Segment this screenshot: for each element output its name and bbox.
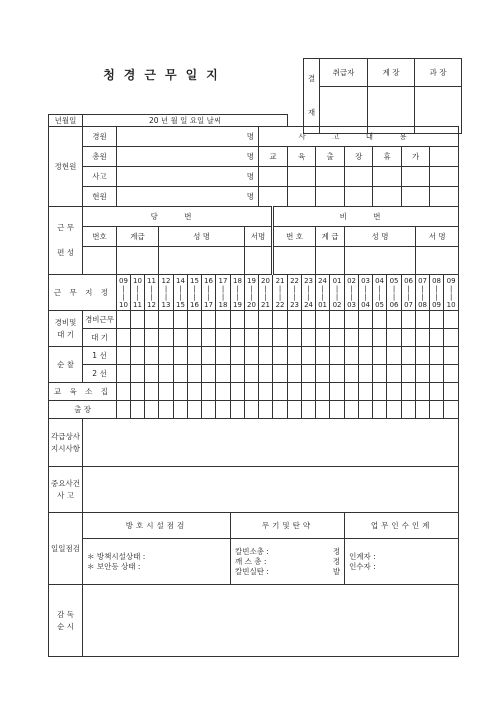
schedule-cell[interactable] <box>330 329 345 347</box>
schedule-cell[interactable] <box>444 401 459 419</box>
schedule-cell[interactable] <box>345 329 359 347</box>
schedule-cell[interactable] <box>117 365 131 383</box>
schedule-cell[interactable] <box>444 383 459 401</box>
incident-cell[interactable] <box>373 167 402 187</box>
schedule-cell[interactable] <box>402 365 416 383</box>
schedule-cell[interactable] <box>216 311 231 329</box>
staff-row-count[interactable]: 명 <box>117 167 259 187</box>
duty-header: 당 번 <box>83 207 273 227</box>
schedule-cell[interactable] <box>231 365 245 383</box>
schedule-cell[interactable] <box>202 383 216 401</box>
schedule-cell[interactable] <box>387 347 402 365</box>
guard-label: 경비및 대 기 <box>49 311 83 347</box>
schedule-cell[interactable] <box>330 347 345 365</box>
supervision-label: 감 독 순 시 <box>49 585 83 657</box>
formation-subheader: 서 명 <box>416 227 459 247</box>
formation-cell[interactable] <box>345 247 416 275</box>
schedule-cell[interactable] <box>159 401 174 419</box>
schedule-cell[interactable] <box>430 383 444 401</box>
approval-side-label: 결 재 <box>304 59 320 134</box>
schedule-slot: 01 | | 02 <box>330 275 345 311</box>
staff-row-label: 현원 <box>83 187 117 207</box>
formation-subheader: 계급 <box>117 227 159 247</box>
incident-cell[interactable] <box>259 187 288 207</box>
schedule-slot: 05 | | 06 <box>387 275 402 311</box>
schedule-cell[interactable] <box>117 347 131 365</box>
schedule-cell[interactable] <box>117 311 131 329</box>
formation-cell[interactable] <box>245 247 273 275</box>
incident-item: 교 <box>259 147 288 167</box>
date-field[interactable]: 20 년 월 일 요일 날씨 <box>83 115 288 127</box>
schedule-cell[interactable] <box>302 383 316 401</box>
schedule-cell[interactable] <box>430 365 444 383</box>
schedule-cell[interactable] <box>402 383 416 401</box>
schedule-cell[interactable] <box>444 365 459 383</box>
schedule-cell[interactable] <box>159 365 174 383</box>
schedule-cell[interactable] <box>145 365 159 383</box>
schedule-cell[interactable] <box>117 329 131 347</box>
schedule-cell[interactable] <box>231 311 245 329</box>
schedule-slot: 10 | | 11 <box>131 275 145 311</box>
incident-cell[interactable] <box>430 147 459 167</box>
handover-field[interactable]: 인계자 : 인수자 : <box>345 539 459 585</box>
formation-cell[interactable] <box>117 247 159 275</box>
schedule-cell[interactable] <box>202 329 216 347</box>
schedule-cell[interactable] <box>131 311 145 329</box>
schedule-cell[interactable] <box>330 401 345 419</box>
schedule-cell[interactable] <box>387 329 402 347</box>
schedule-cell[interactable] <box>288 365 302 383</box>
schedule-cell[interactable] <box>188 347 202 365</box>
schedule-cell[interactable] <box>387 383 402 401</box>
guard-row <box>49 311 459 329</box>
schedule-slot: 09 | | 10 <box>444 275 459 311</box>
guard-sub-label: 경비근무 <box>83 311 117 329</box>
schedule-cell[interactable] <box>402 329 416 347</box>
incident-cell[interactable] <box>373 187 402 207</box>
schedule-cell[interactable] <box>231 347 245 365</box>
incident-cell[interactable] <box>402 187 430 207</box>
schedule-cell[interactable] <box>174 401 188 419</box>
schedule-cell[interactable] <box>216 383 231 401</box>
schedule-cell[interactable] <box>188 329 202 347</box>
schedule-cell[interactable] <box>174 383 188 401</box>
schedule-cell[interactable] <box>416 329 430 347</box>
schedule-cell[interactable] <box>316 365 330 383</box>
incident-cell[interactable] <box>316 187 345 207</box>
schedule-cell[interactable] <box>202 311 216 329</box>
schedule-cell[interactable] <box>444 311 459 329</box>
schedule-cell[interactable] <box>402 347 416 365</box>
incident-item: 장 <box>345 147 373 167</box>
schedule-cell[interactable] <box>159 383 174 401</box>
daily-check-header: 방호시설점검 <box>83 513 231 539</box>
schedule-cell[interactable] <box>245 365 259 383</box>
schedule-slot: 17 | | 18 <box>216 275 231 311</box>
schedule-cell[interactable] <box>444 347 459 365</box>
schedule-cell[interactable] <box>216 329 231 347</box>
schedule-cell[interactable] <box>231 401 245 419</box>
schedule-cell[interactable] <box>316 347 330 365</box>
schedule-cell[interactable] <box>430 329 444 347</box>
schedule-slot: 06 | | 07 <box>402 275 416 311</box>
schedule-cell[interactable] <box>402 311 416 329</box>
formation-subheader: 번 호 <box>273 227 316 247</box>
formation-subheader: 성 명 <box>159 227 245 247</box>
education-label: 교 육 소 집 <box>49 383 117 401</box>
schedule-cell[interactable] <box>245 383 259 401</box>
schedule-cell[interactable] <box>430 401 444 419</box>
standby-row <box>49 329 459 347</box>
schedule-cell[interactable] <box>273 383 288 401</box>
schedule-cell[interactable] <box>373 401 387 419</box>
schedule-slot: 04 | | 05 <box>373 275 387 311</box>
staff-row-label: 사고 <box>83 167 117 187</box>
schedule-cell[interactable] <box>159 311 174 329</box>
schedule-cell[interactable] <box>288 329 302 347</box>
schedule-cell[interactable] <box>302 401 316 419</box>
patrol-sub-label: 2 선 <box>83 365 117 383</box>
schedule-cell[interactable] <box>345 347 359 365</box>
patrol-row <box>49 365 459 383</box>
schedule-slot: 09 | | 10 <box>117 275 131 311</box>
schedule-cell[interactable] <box>288 383 302 401</box>
schedule-cell[interactable] <box>117 401 131 419</box>
incident-cell[interactable] <box>345 167 373 187</box>
schedule-cell[interactable] <box>216 365 231 383</box>
schedule-cell[interactable] <box>444 329 459 347</box>
schedule-cell[interactable] <box>273 311 288 329</box>
schedule-cell[interactable] <box>145 383 159 401</box>
formation-subheader: 성 명 <box>345 227 416 247</box>
schedule-cell[interactable] <box>288 347 302 365</box>
schedule-cell[interactable] <box>131 365 145 383</box>
schedule-cell[interactable] <box>202 365 216 383</box>
incident-cell[interactable] <box>430 167 459 187</box>
schedule-cell[interactable] <box>216 401 231 419</box>
date-label: 년월일 <box>49 115 83 127</box>
schedule-slot: 08 | | 09 <box>430 275 444 311</box>
schedule-cell[interactable] <box>202 347 216 365</box>
formation-subheader: 번호 <box>83 227 117 247</box>
schedule-cell[interactable] <box>159 329 174 347</box>
schedule-cell[interactable] <box>373 311 387 329</box>
schedule-cell[interactable] <box>302 329 316 347</box>
schedule-cell[interactable] <box>373 347 387 365</box>
schedule-cell[interactable] <box>245 329 259 347</box>
schedule-cell[interactable] <box>245 401 259 419</box>
incident-cell[interactable] <box>288 187 316 207</box>
off-header: 비 번 <box>273 207 459 227</box>
schedule-cell[interactable] <box>359 383 373 401</box>
schedule-cell[interactable] <box>231 383 245 401</box>
formation-subheader: 계 급 <box>316 227 345 247</box>
staff-row-label: 총원 <box>83 147 117 167</box>
formation-cell[interactable] <box>273 247 316 275</box>
schedule-slot: 19 | | 20 <box>245 275 259 311</box>
incident-item: 출 <box>316 147 345 167</box>
staff-row-count[interactable]: 명 <box>117 187 259 207</box>
log-table <box>48 114 459 657</box>
schedule-cell[interactable] <box>145 401 159 419</box>
schedule-slot: 03 | | 04 <box>359 275 373 311</box>
formation-cell[interactable] <box>83 247 117 275</box>
formation-cell[interactable] <box>316 247 345 275</box>
schedule-cell[interactable] <box>231 329 245 347</box>
incident-cell[interactable] <box>430 187 459 207</box>
schedule-slot: 14 | | 15 <box>174 275 188 311</box>
schedule-slot: 16 | | 17 <box>202 275 216 311</box>
approval-col-manager: 과 장 <box>415 59 462 87</box>
incident-cell[interactable] <box>345 187 373 207</box>
schedule-slot: 18 | | 19 <box>231 275 245 311</box>
schedule-cell[interactable] <box>330 365 345 383</box>
incident-cell[interactable] <box>402 167 430 187</box>
daily-check-header: 무기및탄약 <box>231 513 345 539</box>
schedule-cell[interactable] <box>345 383 359 401</box>
formation-label: 근 무 편 성 <box>49 207 83 275</box>
schedule-slot: 24 | | 01 <box>316 275 330 311</box>
schedule-cell[interactable] <box>302 311 316 329</box>
education-row <box>49 383 459 401</box>
schedule-cell[interactable] <box>416 347 430 365</box>
schedule-cell[interactable] <box>387 311 402 329</box>
schedule-cell[interactable] <box>131 347 145 365</box>
schedule-cell[interactable] <box>259 401 273 419</box>
instructions-field[interactable] <box>83 419 459 467</box>
staff-row-count[interactable]: 명 <box>117 147 259 167</box>
incident-cell[interactable] <box>288 167 316 187</box>
incident-item: 육 <box>288 147 316 167</box>
schedule-cell[interactable] <box>359 311 373 329</box>
daily-check-label: 일일점검 <box>49 513 83 585</box>
approval-col-handler: 취급자 <box>320 59 368 87</box>
schedule-slot: 23 | | 24 <box>302 275 316 311</box>
schedule-cell[interactable] <box>188 401 202 419</box>
schedule-cell[interactable] <box>259 365 273 383</box>
schedule-cell[interactable] <box>188 383 202 401</box>
staff-row-label: 경원 <box>83 127 117 147</box>
schedule-slot: 15 | | 16 <box>188 275 202 311</box>
schedule-cell[interactable] <box>288 401 302 419</box>
schedule-cell[interactable] <box>145 329 159 347</box>
guard-sub-label: 대 기 <box>83 329 117 347</box>
page-title: 청경근무일지 <box>103 68 227 82</box>
schedule-cell[interactable] <box>174 365 188 383</box>
schedule-cell[interactable] <box>273 329 288 347</box>
schedule-cell[interactable] <box>387 401 402 419</box>
formation-subheader: 서명 <box>245 227 273 247</box>
schedule-row <box>49 275 459 311</box>
schedule-cell[interactable] <box>302 365 316 383</box>
patrol-label: 순 찰 <box>49 347 83 383</box>
schedule-cell[interactable] <box>145 311 159 329</box>
facility-check-field[interactable]: ＊ 방책시설상태 : ＊ 보안등 상태 : <box>83 539 231 585</box>
schedule-cell[interactable] <box>316 329 330 347</box>
schedule-cell[interactable] <box>387 365 402 383</box>
formation-cell[interactable] <box>416 247 459 275</box>
schedule-slot: 20 | | 21 <box>259 275 273 311</box>
schedule-cell[interactable] <box>145 347 159 365</box>
schedule-cell[interactable] <box>345 401 359 419</box>
schedule-cell[interactable] <box>188 365 202 383</box>
schedule-cell[interactable] <box>245 347 259 365</box>
schedule-slot: 22 | | 23 <box>288 275 302 311</box>
schedule-cell[interactable] <box>174 347 188 365</box>
schedule-cell[interactable] <box>316 383 330 401</box>
schedule-cell[interactable] <box>330 311 345 329</box>
patrol-sub-label: 1 선 <box>83 347 117 365</box>
schedule-cell[interactable] <box>359 365 373 383</box>
ammo-check-field[interactable]: 칼빈소총 : 정 깨 스 총 : 정 칼빈실탄 : 발 <box>231 539 345 585</box>
schedule-cell[interactable] <box>259 311 273 329</box>
schedule-cell[interactable] <box>131 329 145 347</box>
schedule-cell[interactable] <box>131 383 145 401</box>
formation-cell[interactable] <box>159 247 245 275</box>
schedule-cell[interactable] <box>359 347 373 365</box>
schedule-cell[interactable] <box>216 347 231 365</box>
schedule-cell[interactable] <box>302 347 316 365</box>
schedule-cell[interactable] <box>402 401 416 419</box>
schedule-cell[interactable] <box>131 401 145 419</box>
incident-item: 휴 <box>373 147 402 167</box>
schedule-slot: 07 | | 08 <box>416 275 430 311</box>
schedule-cell[interactable] <box>359 329 373 347</box>
schedule-cell[interactable] <box>259 329 273 347</box>
incident-cell[interactable] <box>259 167 288 187</box>
schedule-cell[interactable] <box>330 383 345 401</box>
schedule-cell[interactable] <box>273 365 288 383</box>
schedule-slot: 12 | | 13 <box>159 275 174 311</box>
schedule-cell[interactable] <box>373 383 387 401</box>
schedule-cell[interactable] <box>416 311 430 329</box>
schedule-cell[interactable] <box>430 311 444 329</box>
business-row <box>49 401 459 419</box>
schedule-cell[interactable] <box>273 347 288 365</box>
schedule-cell[interactable] <box>259 347 273 365</box>
schedule-cell[interactable] <box>174 311 188 329</box>
schedule-cell[interactable] <box>273 401 288 419</box>
schedule-cell[interactable] <box>345 365 359 383</box>
schedule-cell[interactable] <box>316 311 330 329</box>
major-incident-label: 중요사건 사 고 <box>49 467 83 513</box>
schedule-cell[interactable] <box>245 311 259 329</box>
schedule-cell[interactable] <box>373 365 387 383</box>
incident-item: 가 <box>402 147 430 167</box>
schedule-slot: 02 | | 03 <box>345 275 359 311</box>
schedule-cell[interactable] <box>416 401 430 419</box>
schedule-cell[interactable] <box>345 311 359 329</box>
schedule-cell[interactable] <box>188 311 202 329</box>
business-label: 출 장 <box>49 401 117 419</box>
schedule-cell[interactable] <box>259 383 273 401</box>
schedule-cell[interactable] <box>416 365 430 383</box>
schedule-slot: 21 | | 22 <box>273 275 288 311</box>
staff-row-count[interactable]: 명 <box>117 127 259 147</box>
staff-label: 정현원 <box>49 127 83 207</box>
schedule-cell[interactable] <box>202 401 216 419</box>
schedule-cell[interactable] <box>416 383 430 401</box>
incident-header: 사 고 내 용 <box>259 127 459 147</box>
patrol-row <box>49 347 459 365</box>
schedule-label: 근 무 지 정 <box>49 275 117 311</box>
supervision-field[interactable] <box>83 585 459 657</box>
schedule-cell[interactable] <box>117 383 131 401</box>
daily-check-header: 업무인수인계 <box>345 513 459 539</box>
date-spacer <box>288 115 459 127</box>
schedule-cell[interactable] <box>174 329 188 347</box>
schedule-cell[interactable] <box>288 311 302 329</box>
schedule-cell[interactable] <box>159 347 174 365</box>
approval-col-chief: 계 장 <box>368 59 415 87</box>
instructions-label: 각급상사 지시사항 <box>49 419 83 467</box>
schedule-cell[interactable] <box>359 401 373 419</box>
schedule-cell[interactable] <box>430 347 444 365</box>
incident-cell[interactable] <box>316 167 345 187</box>
major-incident-field[interactable] <box>83 467 459 513</box>
schedule-cell[interactable] <box>316 401 330 419</box>
schedule-cell[interactable] <box>373 329 387 347</box>
schedule-slot: 11 | | 12 <box>145 275 159 311</box>
